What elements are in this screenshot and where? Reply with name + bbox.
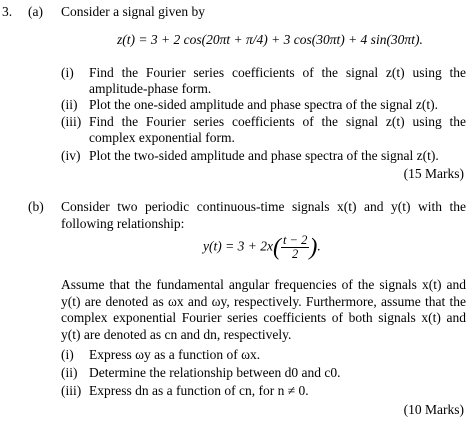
subpart-number: (iv) [61, 148, 81, 163]
question-number: 3. [2, 4, 13, 19]
part-a-subpart [61, 97, 466, 114]
subpart-number: (iii) [61, 383, 82, 398]
part-b-subpart [61, 365, 466, 382]
part-a-intro: Consider a signal given by [61, 4, 205, 19]
subpart-text: Determine the relationship between d0 and c0. [89, 365, 341, 380]
equation-period: . [317, 238, 321, 254]
subpart-text: Find the Fourier series coefficients of the signal z(t) using the complex exponential form. [89, 114, 466, 145]
fraction-denominator: 2 [292, 247, 299, 261]
part-b-equation [203, 234, 321, 261]
part-b-intro: Consider two periodic continuous-time signals x(t) and y(t) with the following relationship: [61, 199, 466, 231]
subpart-text: Plot the two-sided amplitude and phase spectra of the signal z(t). [89, 148, 439, 163]
part-b-subpart [61, 347, 466, 364]
part-b-paragraph: Assume that the fundamental angular frequencies of the signals x(t) and y(t) are denoted as ωx and ωy, respectively. Furthermore, assume that the complex exponential Fourier series coefficients of both signals x(t) and y(t) are denoted as cn and dn, respectively. [61, 277, 466, 342]
subpart-number: (ii) [61, 97, 78, 112]
part-a-subpart [61, 65, 466, 99]
subpart-number: (ii) [61, 365, 78, 380]
part-a-subpart [61, 114, 466, 148]
part-b-label: (b) [28, 199, 44, 214]
part-a-subpart [61, 148, 466, 165]
part-b-subpart [61, 383, 466, 400]
part-a-label: (a) [28, 4, 43, 19]
subpart-number: (iii) [61, 114, 82, 129]
left-paren-icon: ( [272, 234, 281, 261]
subpart-text: Plot the one-sided amplitude and phase spectra of the signal z(t). [89, 97, 439, 112]
equation-fraction [281, 234, 309, 261]
part-a-equation: z(t) = 3 + 2 cos(20πt + π/4) + 3 cos(30πt) + 4 sin(30πt). [117, 32, 423, 47]
subpart-text: Express dn as a function of cn, for n ≠ 0. [89, 383, 309, 398]
subpart-text: Express ωy as a function of ωx. [89, 347, 261, 362]
part-b-marks: (10 Marks) [403, 402, 464, 417]
part-a-marks: (15 Marks) [403, 166, 464, 181]
subpart-number: (i) [61, 65, 74, 80]
subpart-text: Find the Fourier series coefficients of the signal z(t) using the amplitude-phase form. [89, 65, 466, 96]
fraction-numerator: t − 2 [282, 233, 308, 247]
equation-lhs: y(t) = 3 + 2x [203, 238, 273, 254]
subpart-number: (i) [61, 347, 74, 362]
right-paren-icon: ) [309, 234, 318, 261]
